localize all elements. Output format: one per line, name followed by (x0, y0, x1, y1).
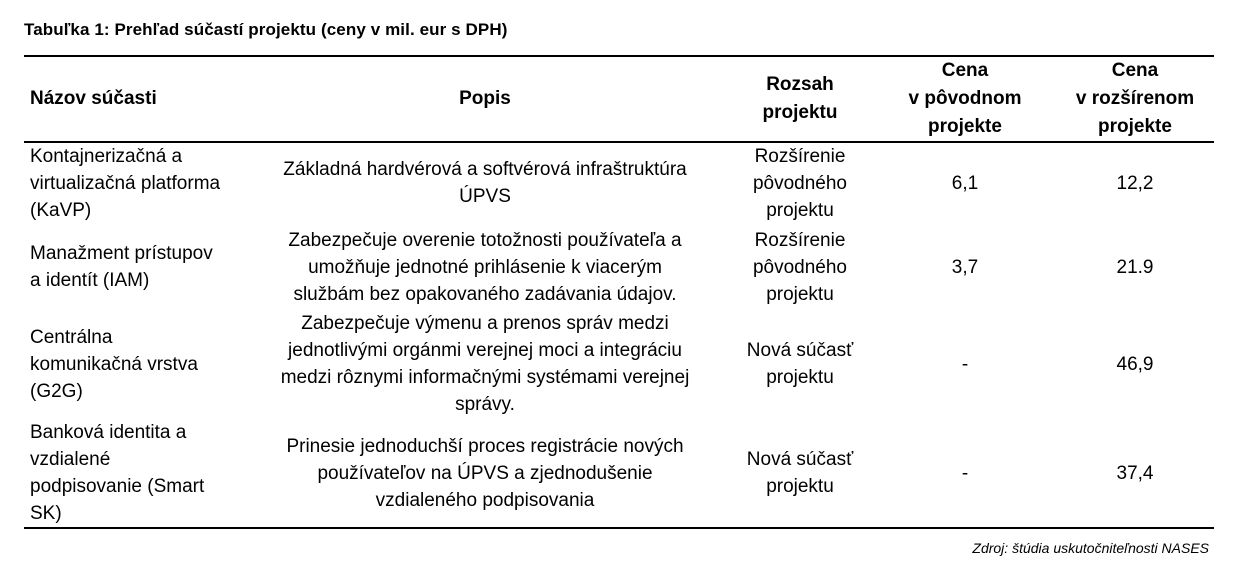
table-row (24, 225, 1220, 309)
desc-line: Zabezpečuje výmenu a prenos správ medzi (301, 313, 669, 334)
header-scope-line: Rozsah (766, 73, 834, 95)
name-line: vzdialené (30, 449, 111, 470)
header-ext-price (1050, 56, 1220, 141)
header-scope (720, 56, 880, 141)
bottom-rule (24, 527, 1214, 529)
scope-line: projektu (766, 476, 834, 497)
cell-desc (250, 309, 720, 419)
cell-desc (250, 225, 720, 309)
desc-line: používateľov na ÚPVS a zjednodušenie (317, 462, 653, 484)
header-ext-line: projekte (1098, 115, 1172, 137)
cell-ext-price: 46,9 (1116, 353, 1154, 375)
name-line: Manažment prístupov (30, 243, 213, 264)
table-row (24, 141, 1220, 225)
cell-orig-price: 3,7 (951, 256, 979, 278)
cell-orig-price: 6,1 (951, 172, 979, 194)
table-row (24, 309, 1220, 419)
scope-line: Rozšírenie (754, 229, 846, 251)
cell-desc (250, 419, 720, 527)
desc-line: medzi rôznymi informačnými systémami verejnej (280, 367, 690, 388)
table-row (24, 419, 1220, 527)
header-scope-line: projektu (762, 101, 838, 123)
scope-line: projektu (766, 283, 834, 305)
project-parts-table (24, 56, 1220, 527)
header-orig-line: Cena (941, 59, 989, 81)
name-line: komunikačná vrstva (30, 353, 198, 375)
header-orig-line: v pôvodnom (908, 87, 1022, 109)
desc-line: jednotlivými orgánmi verejnej moci a integráciu (288, 340, 682, 361)
cell-scope (720, 309, 880, 419)
cell-name (24, 419, 250, 527)
desc-line: ÚPVS (459, 186, 511, 207)
desc-line: Základná hardvérová a softvérová infraštruktúra (283, 159, 687, 180)
cell-scope (720, 141, 880, 225)
source-note: Zdroj: štúdia uskutočniteľnosti NASES (972, 540, 1209, 556)
cell-scope (720, 419, 880, 527)
name-line: virtualizačná platforma (30, 172, 221, 194)
desc-line: umožňuje jednotné prihlásenie k viacerým (308, 256, 662, 278)
cell-ext-price: 21.9 (1116, 256, 1154, 278)
header-desc: Popis (459, 87, 511, 109)
header-ext-line: Cena (1111, 59, 1159, 81)
scope-line: projektu (766, 199, 834, 221)
name-line: SK) (30, 503, 62, 524)
scope-line: Rozšírenie (754, 145, 846, 167)
scope-line: Nová súčasť (746, 449, 854, 470)
header-ext-line: v rozšírenom (1075, 87, 1195, 109)
cell-scope (720, 225, 880, 309)
header-orig-price (880, 56, 1050, 141)
desc-line: Prinesie jednoduchší proces registrácie nových (286, 435, 684, 457)
header-row (24, 56, 1220, 141)
desc-line: správy. (455, 394, 515, 415)
desc-line: službám bez opakovaného zadávania údajov. (293, 283, 677, 305)
header-orig-line: projekte (928, 115, 1002, 137)
cell-ext-price: 37,4 (1116, 462, 1154, 484)
name-line: Kontajnerizačná a (30, 145, 183, 167)
scope-line: projektu (766, 367, 834, 388)
name-line: a identít (IAM) (30, 270, 150, 291)
name-line: (KaVP) (30, 199, 92, 221)
cell-desc (250, 141, 720, 225)
header-name: Názov súčasti (30, 87, 157, 109)
scope-line: pôvodného (752, 172, 848, 194)
scope-line: Nová súčasť (746, 340, 854, 361)
name-line: Centrálna (30, 326, 113, 348)
cell-orig-price: - (961, 353, 969, 375)
table-caption: Tabuľka 1: Prehľad súčastí projektu (ceny v mil. eur s DPH) (24, 20, 508, 39)
cell-name (24, 141, 250, 225)
desc-line: Zabezpečuje overenie totožnosti používateľa a (288, 229, 682, 251)
name-line: Banková identita a (30, 422, 187, 443)
cell-name (24, 309, 250, 419)
name-line: (G2G) (30, 380, 83, 402)
cell-ext-price: 12,2 (1116, 172, 1154, 194)
desc-line: vzdialeného podpisovania (375, 489, 595, 511)
cell-name (24, 225, 250, 309)
name-line: podpisovanie (Smart (30, 476, 205, 497)
scope-line: pôvodného (752, 256, 848, 278)
cell-orig-price: - (961, 462, 969, 484)
